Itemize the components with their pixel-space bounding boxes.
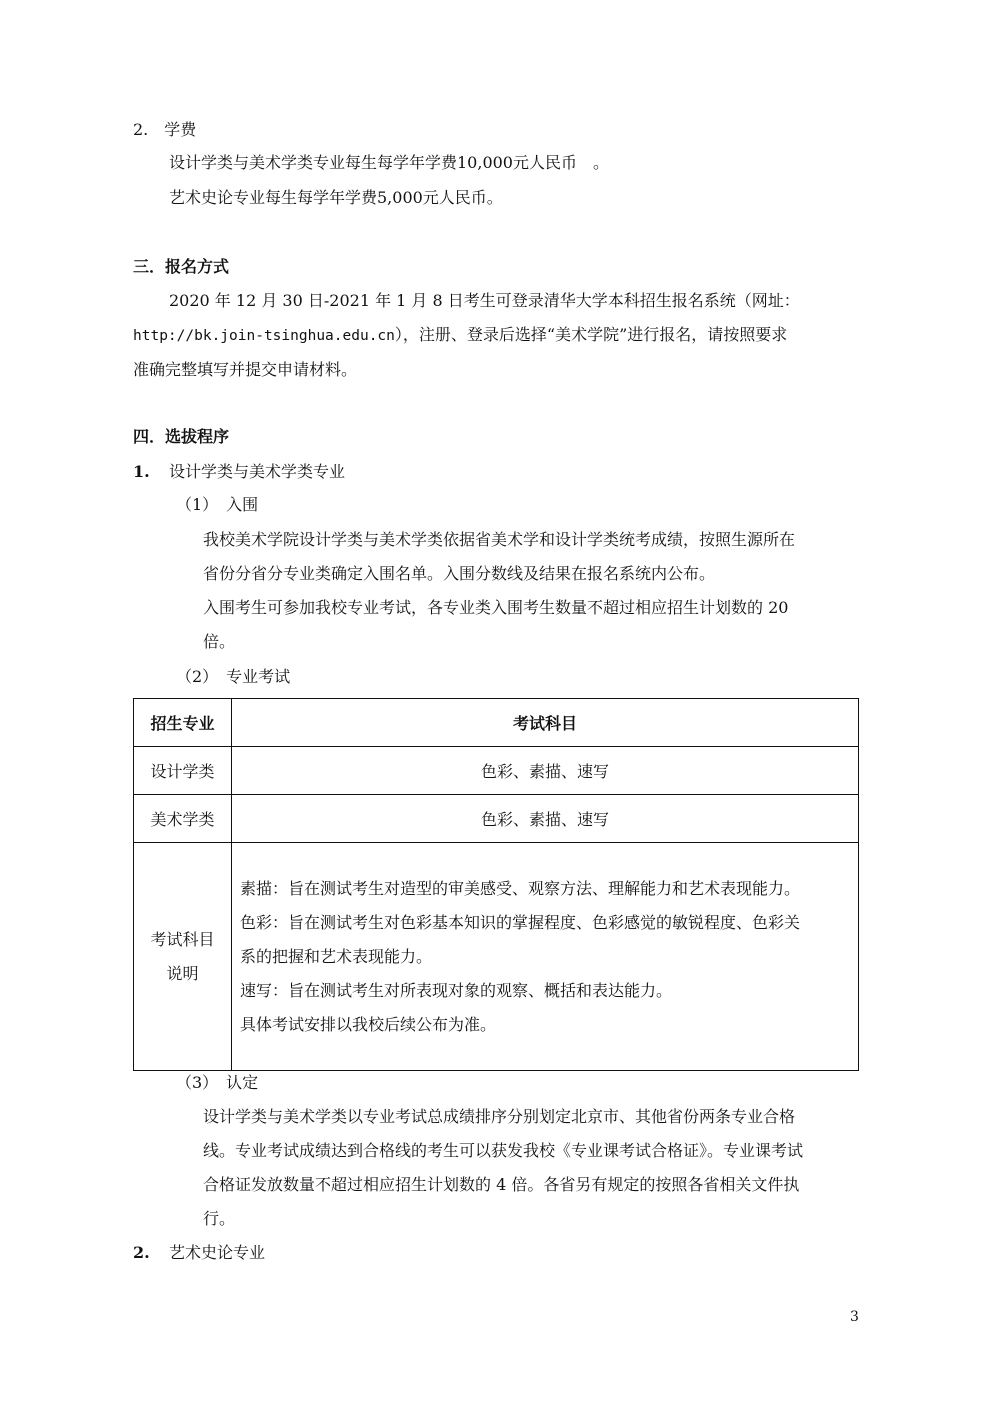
sub-3-para-1: 设计学类与美术学类以专业考试总成绩排序分别划定北京市、其他省份两条专业合格 [203, 1107, 796, 1126]
table-header-row [134, 699, 859, 747]
subjects-cell: 色彩、素描、速写 [232, 795, 859, 843]
item-2-number: 2. [133, 1243, 150, 1262]
sub-1-para-1: 我校美术学院设计学类与美术学类依据省美术学和设计学类统考成绩，按照生源所在 [203, 530, 796, 549]
registration-line-3: 准确完整填写并提交申请材料。 [133, 360, 358, 379]
registration-url-link[interactable]: http://bk.join-tsinghua.edu.cn [133, 328, 395, 344]
section-4-title: 四．选拔程序 [133, 427, 230, 446]
description-label-cell [134, 843, 232, 1071]
registration-line-2-text: ），注册、登录后选择“美术学院”进行报名，请按照要求 [394, 325, 788, 344]
sub-3-label: （3） 认定 [176, 1073, 259, 1092]
sub-1-label: （1） 入围 [176, 495, 259, 514]
description-label-line-1: 考试科目 [150, 929, 215, 949]
sub-3-para-2: 线。专业考试成绩达到合格线的考生可以获发我校《专业课考试合格证》。专业课考试 [203, 1141, 804, 1160]
sub-1-para-2: 省份分省分专业类确定入围名单。入围分数线及结果在报名系统内公布。 [203, 564, 716, 583]
item-2-title: 艺术史论专业 [169, 1243, 266, 1262]
table-row [134, 747, 859, 795]
header-subjects: 考试科目 [232, 699, 859, 747]
major-cell: 设计学类 [134, 747, 232, 795]
item-1-title: 设计学类与美术学类专业 [169, 462, 346, 481]
description-line: 具体考试安排以我校后续公布为准。 [240, 1014, 497, 1034]
sub-3-para-4: 行。 [203, 1209, 236, 1228]
description-cell [232, 843, 859, 1071]
description-line: 色彩：旨在测试考生对色彩基本知识的掌握程度、色彩感觉的敏锐程度、色彩关 [240, 912, 801, 932]
subjects-cell: 色彩、素描、速写 [232, 747, 859, 795]
table-row-description [134, 843, 859, 1071]
exam-subjects-table [133, 698, 859, 1071]
page-number: 3 [850, 1309, 859, 1325]
header-major: 招生专业 [134, 699, 232, 747]
description-label-line-2: 说明 [166, 963, 199, 983]
description-line: 素描：旨在测试考生对造型的审美感受、观察方法、理解能力和艺术表现能力。 [240, 878, 801, 898]
fee-heading: 2. 学费 [133, 120, 197, 139]
fee-line-history: 艺术史论专业每生每学年学费5,000元人民币。 [169, 188, 503, 207]
section-3-title: 三．报名方式 [133, 257, 230, 276]
sub-1-para-4: 倍。 [203, 632, 236, 651]
registration-line-1: 2020 年 12 月 30 日-2021 年 1 月 8 日考生可登录清华大学本科招生报名系统（网址： [169, 291, 800, 310]
registration-line-2 [133, 324, 787, 347]
table-row [134, 795, 859, 843]
sub-2-label: （2） 专业考试 [176, 667, 291, 686]
description-line: 速写：旨在测试考生对所表现对象的观察、概括和表达能力。 [240, 980, 673, 1000]
fee-line-design: 设计学类与美术学类专业每生每学年学费10,000元人民币 。 [169, 153, 609, 172]
sub-1-para-3: 入围考生可参加我校专业考试，各专业类入围考生数量不超过相应招生计划数的 20 [203, 598, 789, 617]
sub-3-para-3: 合格证发放数量不超过相应招生计划数的 4 倍。各省另有规定的按照各省相关文件执 [203, 1175, 800, 1194]
item-1-number: 1. [133, 462, 150, 481]
major-cell: 美术学类 [134, 795, 232, 843]
description-line: 系的把握和艺术表现能力。 [240, 946, 433, 966]
